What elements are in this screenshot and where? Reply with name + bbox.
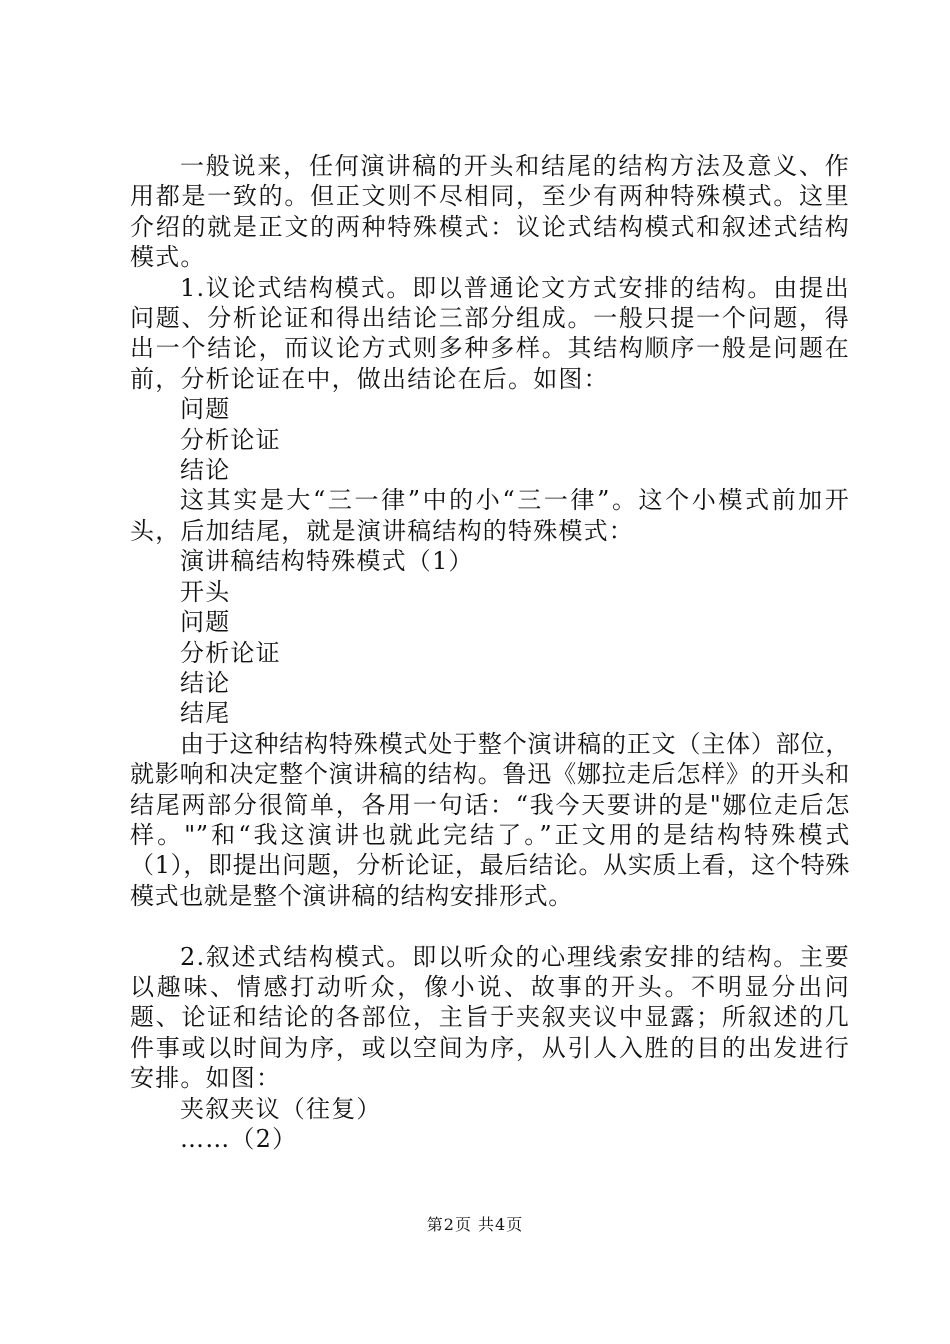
model-1-item-ending: 结尾	[180, 699, 231, 728]
paragraph-luxun-example: 由于这种结构特殊模式处于整个演讲稿的正文（主体）部位，就影响和决定整个演讲稿的结构。鲁迅《娜拉走后怎样》的开头和结尾两部分很简单，各用一句话：“我今天要讲的是"娜位走后怎样。"”和“我这演讲也就此完结了。”正文用的是结构特殊模式（1），即提出问题，分析论证，最后结论。从实质上看，这个特殊模式也就是整个演讲稿的结构安排形式。	[130, 729, 850, 910]
model-1-item-question: 问题	[180, 608, 231, 637]
paragraph-three-unities: 这其实是大“三一律”中的小“三一律”。这个小模式前加开头，后加结尾，就是演讲稿结构的特殊模式：	[130, 486, 850, 545]
model-1-item-conclusion: 结论	[180, 668, 231, 697]
blank-line	[130, 911, 850, 941]
diagram-item-question: 问题	[180, 395, 231, 424]
diagram-item-analysis: 分析论证	[180, 425, 281, 454]
page-footer: 第2页 共4页	[426, 1215, 524, 1234]
diagram-item-conclusion: 结论	[180, 456, 231, 485]
model-2-item-ellipsis: ……（2）	[180, 1124, 298, 1153]
model-1-item-analysis: 分析论证	[180, 638, 281, 667]
paragraph-narrative-model: 2.叙述式结构模式。即以听众的心理线索安排的结构。主要以趣味、情感打动听众，像小说、故事的开头。不明显分出问题、论证和结论的各部位，主旨于夹叙夹议中显露；所叙述的几件事或以时间为序，或以空间为序，从引人入胜的目的出发进行安排。如图：	[130, 942, 850, 1093]
paragraph-intro: 一般说来，任何演讲稿的开头和结尾的结构方法及意义、作用都是一致的。但正文则不尽相同，至少有两种特殊模式。这里介绍的就是正文的两种特殊模式：议论式结构模式和叙述式结构模式。	[130, 152, 850, 272]
model-2-item-interleaved: 夹叙夹议（往复）	[180, 1094, 382, 1123]
paragraph-argumentative-model: 1.议论式结构模式。即以普通论文方式安排的结构。由提出问题、分析论证和得出结论三部分组成。一般只提一个问题，得出一个结论，而议论方式则多种多样。其结构顺序一般是问题在前，分析论证在中，做出结论在后。如图：	[130, 273, 850, 393]
model-1-title: 演讲稿结构特殊模式（1）	[180, 547, 474, 576]
model-1-item-opening: 开头	[180, 577, 231, 606]
document-body	[130, 151, 850, 1154]
